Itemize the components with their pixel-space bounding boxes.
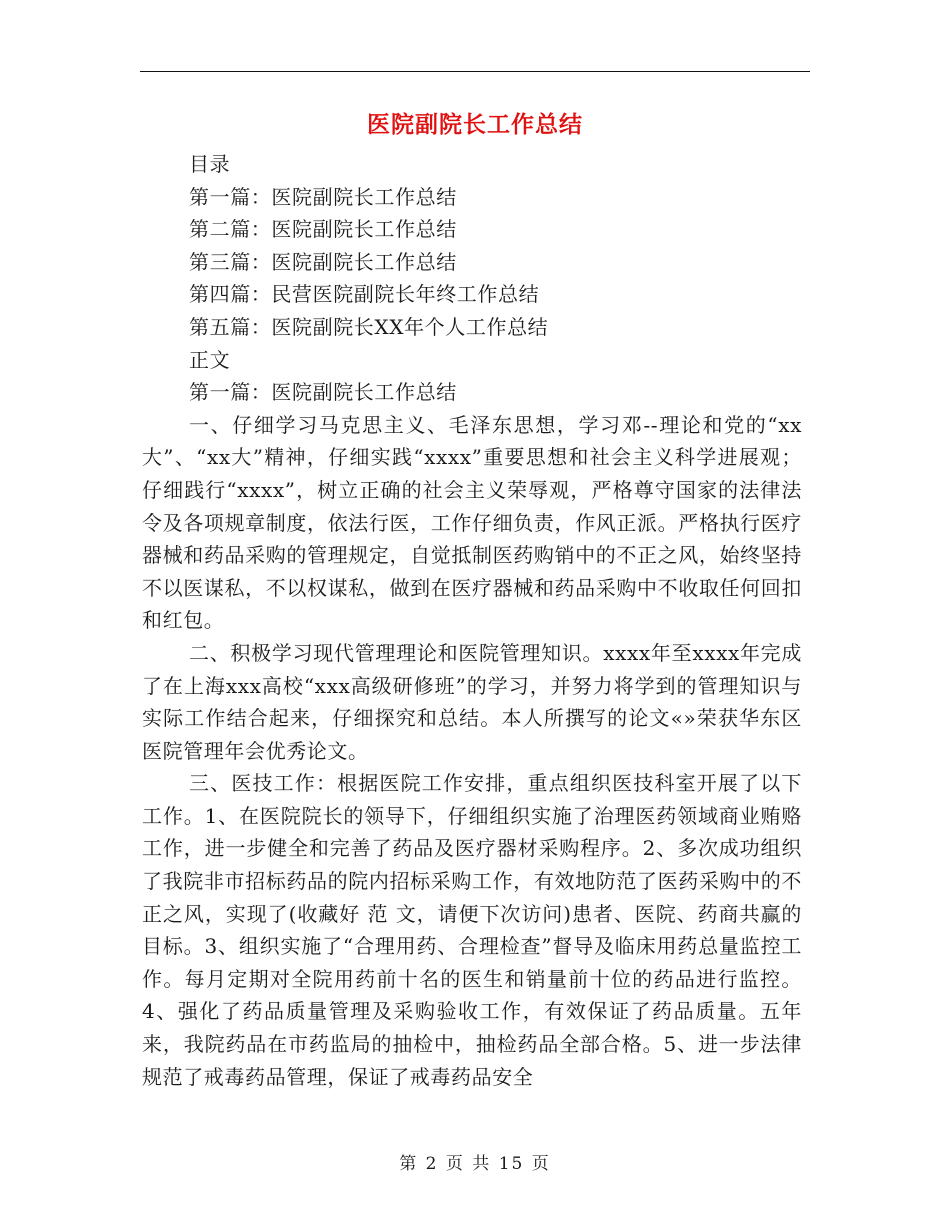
header-rule [140, 71, 810, 72]
paragraph: 一、仔细学习马克思主义、毛泽东思想，学习邓--理论和党的“xx大”、“xx大”精神，仔细实践“xxxx”重要思想和社会主义科学进展观；仔细践行“xxxx”，树立正确的社会主义荣辱观，严格尊守国家的法律法令及各项规章制度，依法行医，工作仔细负责，作风正派。严格执行医疗器械和药品采购的管理规定，自觉抵制医药购销中的不正之风，始终坚持不以医谋私，不以权谋私，做到在医疗器械和药品采购中不收取任何回扣和红包。 [142, 412, 802, 633]
toc-item: 第三篇：医院副院长工作总结 [189, 249, 457, 274]
paragraph: 二、积极学习现代管理理论和医院管理知识。xxxx年至xxxx年完成了在上海xxx高校“xxx高级研修班”的学习，并努力将学到的管理知识与实际工作结合起来，仔细探究和总结。本人所撰写的论文«»荣获华东区医院管理年会优秀论文。 [142, 640, 803, 763]
toc-item: 第一篇：医院副院长工作总结 [189, 184, 457, 209]
paragraph: 三、医技工作：根据医院工作安排，重点组织医技科室开展了以下工作。1、在医院院长的领导下，仔细组织实施了治理医药领域商业贿赂工作，进一步健全和完善了药品及医疗器材采购程序。2、多次成功组织了我院非市招标药品的院内招标采购工作，有效地防范了医药采购中的不正之风，实现了(收藏好 范 文，请便下次访问)患者、医院、药商共赢的目标。3、组织实施了“合理用药、合理检查”督导及临床用药总量监控工作。每月定期对全院用药前十名的医生和销量前十位的药品进行监控。4、强化了药品质量管理及采购验收工作，有效保证了药品质量。五年来，我院药品在市药监局的抽检中，抽检药品全部合格。5、进一步法律规范了戒毒药品管理，保证了戒毒药品安全 [142, 771, 802, 1089]
toc-item: 第五篇：医院副院长XX年个人工作总结 [189, 314, 549, 339]
section-title: 第一篇：医院副院长工作总结 [189, 380, 457, 405]
body-heading: 正文 [189, 347, 231, 372]
toc-item: 第二篇：医院副院长工作总结 [189, 217, 457, 242]
toc-heading: 目录 [189, 152, 231, 176]
page-footer: 第 2 页 共 15 页 [399, 1154, 551, 1174]
document-title: 医院副院长工作总结 [367, 112, 583, 138]
document-body [142, 148, 802, 1093]
toc-item: 第四篇：民营医院副院长年终工作总结 [189, 282, 540, 307]
